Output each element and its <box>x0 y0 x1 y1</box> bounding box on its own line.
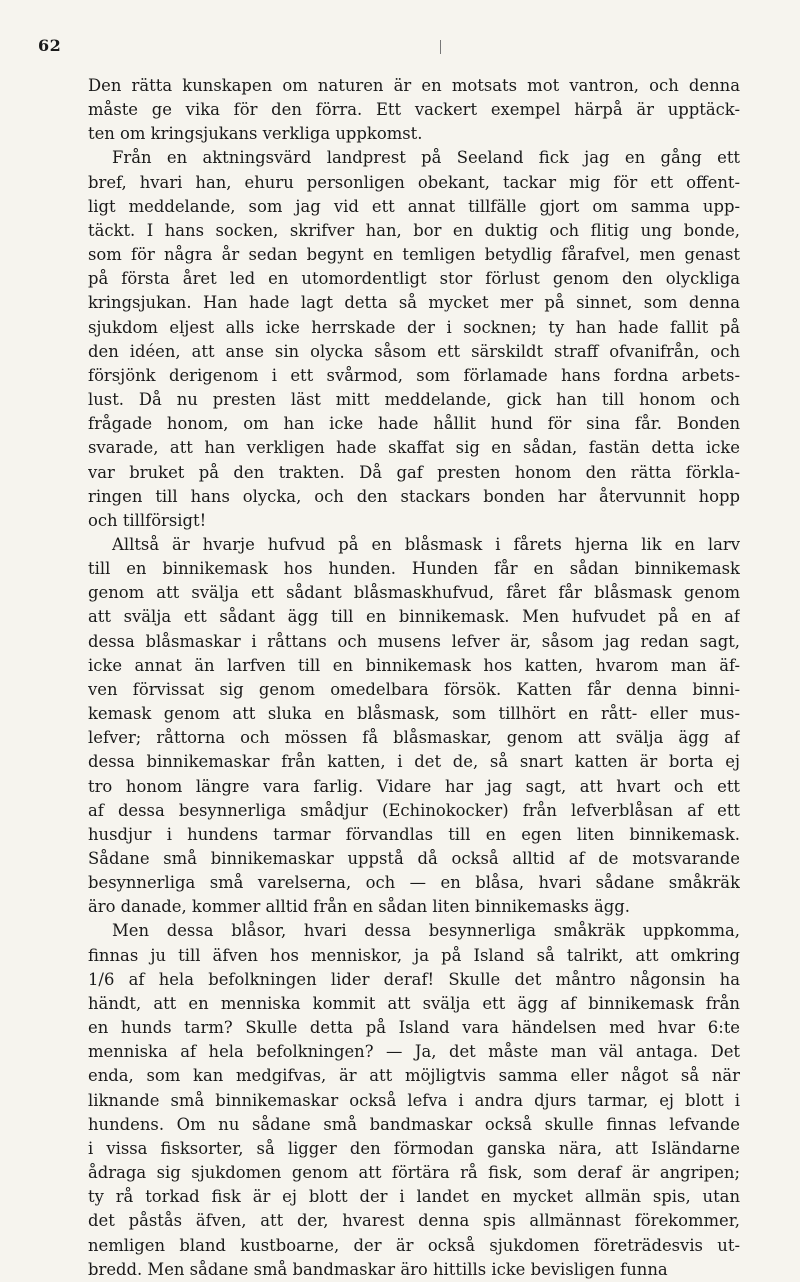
text-line: i vissa fisksorter, så ligger den förmodan ganska nära, att Isländarne <box>88 1138 740 1158</box>
text-line: Den rätta kunskapen om naturen är en motsats mot vantron, och denna <box>88 76 740 95</box>
margin-mark <box>440 40 441 54</box>
text-line: bref, hvari han, ehuru personligen obekant, tackar mig för ett offent- <box>88 172 740 192</box>
text-line: och tillförsigt! <box>88 510 207 530</box>
text-line: händt, att en menniska kommit att svälja ett ägg af binnikemask från <box>88 993 740 1013</box>
text-line: täckt. I hans socken, skrifver han, bor en duktig och flitig ung bonde, <box>88 220 740 240</box>
text-line: Sådane små binnikemaskar uppstå då också alltid af de motsvarande <box>88 849 740 868</box>
text-line: enda, som kan medgifvas, är att möjligtvis samma eller något så när <box>88 1066 740 1086</box>
text-line: husdjur i hundens tarmar förvandlas till en egen liten binnikemask. <box>88 824 740 844</box>
text-line: Från en aktningsvärd landprest på Seeland fick jag en gång ett <box>112 148 740 168</box>
text-line: tro honom längre vara farlig. Vidare har jag sagt, att hvart och ett <box>88 776 740 796</box>
text-line: Men dessa blåsor, hvari dessa besynnerliga småkräk uppkomma, <box>112 921 740 941</box>
text-line: hundens. Om nu sådane små bandmaskar också skulle finnas lefvande <box>88 1114 740 1134</box>
text-line: var bruket på den trakten. Då gaf presten honom den rätta förkla- <box>88 462 740 482</box>
text-line: äro danade, kommer alltid från en sådan liten binnikemasks ägg. <box>88 897 630 917</box>
text-line: ligt meddelande, som jag vid ett annat tillfälle gjort om samma upp- <box>88 196 740 216</box>
text-line: ty rå torkad fisk är ej blott der i landet en mycket allmän spis, utan <box>88 1187 740 1207</box>
text-line: ringen till hans olycka, och den stackars bonden har återvunnit hopp <box>88 486 740 506</box>
text-line: att svälja ett sådant ägg till en binnikemask. Men hufvudet på en af <box>88 607 740 627</box>
text-line: kringsjukan. Han hade lagt detta så mycket mer på sinnet, som denna <box>88 293 740 313</box>
text-line: ven förvissat sig genom omedelbara försök. Katten får denna binni- <box>88 679 740 699</box>
text-line: det påstås äfven, att der, hvarest denna spis allmännast förekommer, <box>88 1211 740 1231</box>
text-line: lust. Då nu presten läst mitt meddelande, gick han till honom och <box>88 390 740 410</box>
text-line: dessa binnikemaskar från katten, i det de, så snart katten är borta ej <box>88 752 740 772</box>
text-line: frågade honom, om han icke hade hållit hund för sina får. Bonden <box>88 414 740 434</box>
text-line: måste ge vika för den förra. Ett vackert exempel härpå är upptäck- <box>88 100 740 120</box>
page-number: 62 <box>38 36 62 55</box>
text-line: af dessa besynnerliga smådjur (Echinokocker) från lefverblåsan af ett <box>88 800 740 820</box>
text-line: till en binnikemask hos hunden. Hunden får en sådan binnikemask <box>88 559 740 579</box>
text-line: icke annat än larfven till en binnikemask hos katten, hvarom man äf- <box>88 655 740 675</box>
text-line: nemligen bland kustboarne, der är också sjukdomen företrädesvis ut- <box>88 1235 740 1255</box>
text-line: försjönk derigenom i ett svårmod, som förlamade hans fordna arbets- <box>88 365 740 385</box>
text-line: sjukdom eljest alls icke herrskade der i socknen; ty han hade fallit på <box>88 317 740 337</box>
text-line: liknande små binnikemaskar också lefva i andra djurs tarmar, ej blott i <box>88 1090 740 1110</box>
text-line: svarade, att han verkligen hade skaffat sig en sådan, fastän detta icke <box>88 438 740 458</box>
text-line: ten om kringsjukans verkliga uppkomst. <box>88 124 423 144</box>
text-line: en hunds tarm? Skulle detta på Island vara händelsen med hvar 6:te <box>88 1018 740 1038</box>
text-line: på första året led en utomordentligt stor förlust genom den olyckliga <box>88 269 740 289</box>
text-line: lefver; råttorna och mössen få blåsmaskar, genom att svälja ägg af <box>88 728 740 748</box>
text-line: besynnerliga små varelserna, och — en blåsa, hvari sådane småkräk <box>88 873 740 893</box>
text-line: ådraga sig sjukdomen genom att förtära rå fisk, som deraf är angripen; <box>88 1163 740 1183</box>
text-line: kemask genom att sluka en blåsmask, som tillhört en rått- eller mus- <box>88 704 740 724</box>
text-line: den idéen, att anse sin olycka såsom ett särskildt straff ofvanifrån, och <box>88 341 740 361</box>
text-line: finnas ju till äfven hos menniskor, ja på Island så talrikt, att omkring <box>88 945 740 965</box>
body-text <box>88 74 740 1282</box>
text-line: 1/6 af hela befolkningen lider deraf! Skulle det måntro någonsin ha <box>88 969 740 989</box>
text-line: genom att svälja ett sådant blåsmaskhufvud, fåret får blåsmask genom <box>88 583 740 603</box>
text-line: Alltså är hvarje hufvud på en blåsmask i fårets hjerna lik en larv <box>112 534 740 554</box>
text-line: menniska af hela befolkningen? — Ja, det måste man väl antaga. Det <box>88 1042 740 1062</box>
text-line: bredd. Men sådane små bandmaskar äro hittills icke bevisligen funna <box>88 1259 668 1279</box>
text-line: dessa blåsmaskar i råttans och musens lefver är, såsom jag redan sagt, <box>88 631 740 651</box>
text-line: som för några år sedan begynt en temligen betydlig fårafvel, men genast <box>88 245 740 265</box>
